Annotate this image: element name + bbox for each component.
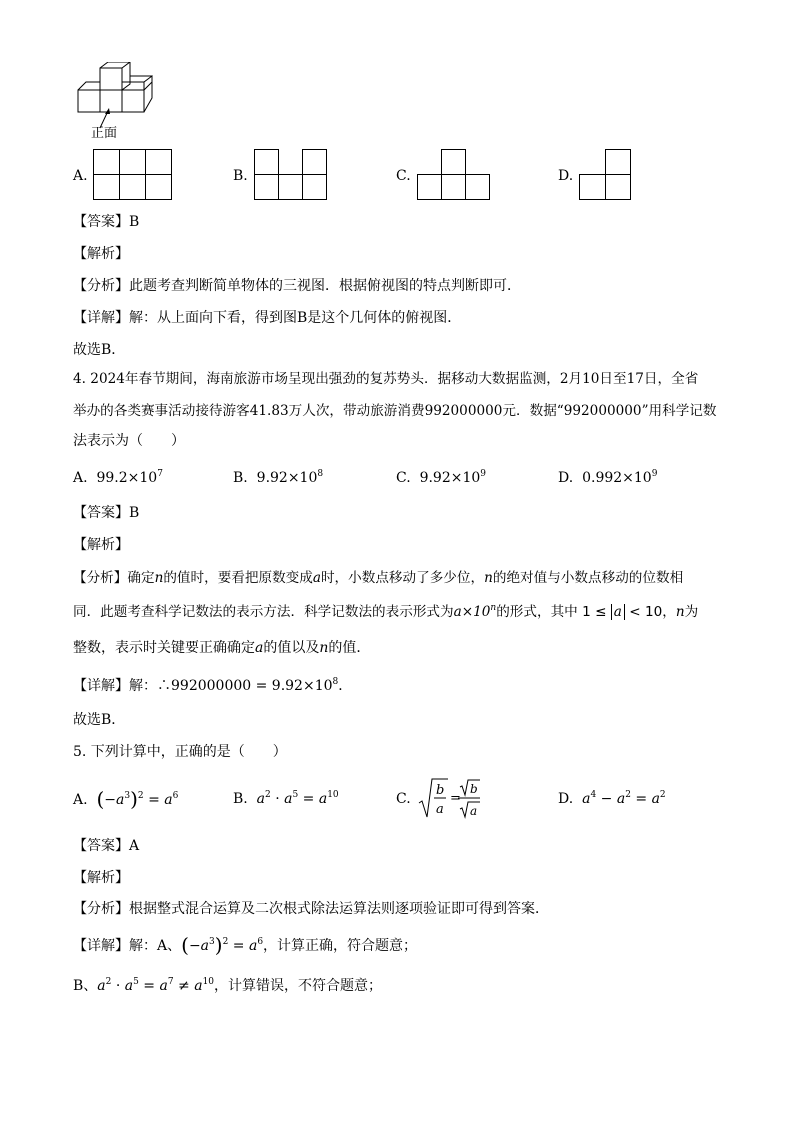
q4-option-b[interactable] [233, 468, 323, 488]
solid-figure [74, 62, 164, 122]
q4-option-d[interactable] [558, 468, 657, 488]
q5-option-a[interactable]: A. $(-a^3)^2 = a^6$ [73, 787, 179, 811]
q4-option-a-label: A. [73, 470, 88, 486]
q4-option-b-label: B. [233, 470, 248, 486]
var-a: a [312, 570, 321, 586]
sci-form: a×10 [453, 604, 491, 620]
q4-option-c-label: C. [396, 470, 411, 486]
svg-text:a: a [436, 802, 444, 817]
q3-analysis-head: 【解析】 [73, 246, 129, 262]
q4-analysis-line2: 同．此题考查科学记数法的表示方法．科学记数法的表示形式为$a\times 10^n$的形式，其中 1 ≤ a < 10，n为 [73, 603, 699, 620]
q5-option-c-label[interactable]: C. [396, 791, 411, 807]
q3-option-b-figure [254, 149, 330, 201]
q3-option-a-label[interactable]: A. [73, 168, 88, 184]
q3-detail: 【详解】解：从上面向下看，得到图B是这个几何体的俯视图． [73, 310, 462, 326]
q3-option-a-figure [93, 149, 173, 201]
q5-stem: 5. 下列计算中，正确的是（ ） [73, 744, 287, 760]
q5-detail-b: B、$a^2 \cdot a^5 = a^7 \ne a^{10}$，计算错误，不符合题意； [73, 977, 383, 994]
q4-option-c[interactable] [396, 468, 486, 488]
q5-detail-a: 【详解】解：A、$(-a^3)^2 = a^6$，计算正确，符合题意； [73, 933, 418, 957]
q4-analysis-head: 【解析】 [73, 537, 129, 553]
q3-option-b-label[interactable]: B. [233, 168, 248, 184]
q5-analysis-head: 【解析】 [73, 870, 129, 886]
q5-option-b[interactable]: B. $a^2 \cdot a^5 = a^{10}$ [233, 790, 339, 807]
q4-option-a-exp: 7 [157, 469, 163, 479]
q4-option-c-exp: 9 [480, 469, 487, 479]
q4-option-c-base: 9.92×10 [419, 470, 481, 486]
q4-stem-line2: 举办的各类赛事活动接待游客41.83万人次，带动旅游消费992000000元．数据“992000000”用科学记数 [73, 403, 717, 419]
q3-option-c-figure [417, 149, 493, 201]
q5-option-c-formula [418, 777, 488, 821]
svg-text:=: = [450, 791, 461, 806]
front-label: 正面 [91, 126, 118, 141]
svg-text:b: b [470, 782, 478, 796]
q3-option-c-label[interactable]: C. [396, 168, 411, 184]
q4-option-d-exp: 9 [651, 469, 658, 479]
q3-analysis: 【分析】此题考查判断简单物体的三视图．根据俯视图的特点判断即可． [73, 278, 521, 294]
q5-answer: 【答案】A [73, 838, 140, 854]
var-n: n [154, 570, 164, 586]
q4-stem-line1: 4. 2024年春节期间，海南旅游市场呈现出强劲的复苏势头．据移动大数据监测，2月10日至17日，全省 [73, 371, 699, 387]
q4-option-d-label: D. [558, 470, 574, 486]
q4-analysis-line1: 【分析】确定n的值时，要看把原数变成a时，小数点移动了多少位，n的绝对值与小数点移动的位数相 [73, 570, 684, 586]
q3-option-d-label[interactable]: D. [558, 168, 574, 184]
q4-detail: 【详解】解：∴992000000 = $9.92\times 10^8$． [73, 677, 353, 694]
var-n: n [484, 570, 493, 586]
q4-answer: 【答案】B [73, 505, 140, 521]
q4-stem-line3: 法表示为（ ） [73, 433, 185, 449]
svg-text:b: b [436, 783, 445, 798]
q4-option-a-base: 99.2×10 [96, 470, 158, 486]
q4-analysis-line3: 整数，表示时关键要正确确定a的值以及n的值． [73, 640, 371, 656]
q3-option-d-figure [579, 149, 633, 201]
q4-option-b-base: 9.92×10 [256, 470, 318, 486]
q4-conclusion: 故选B． [73, 712, 126, 728]
abs-range: 1 ≤ [582, 604, 611, 620]
q4-option-a[interactable] [73, 468, 163, 488]
q5-analysis: 【分析】根据整式混合运算及二次根式除法运算法则逐项验证即可得到答案． [73, 901, 549, 917]
q3-conclusion: 故选B． [73, 342, 126, 358]
svg-text:a: a [470, 804, 478, 818]
q4-option-b-exp: 8 [317, 469, 324, 479]
q4-option-d-base: 0.992×10 [582, 470, 652, 486]
q5-option-d[interactable]: D. $a^4 - a^2 = a^2$ [558, 790, 666, 807]
q3-answer: 【答案】B [73, 214, 140, 230]
